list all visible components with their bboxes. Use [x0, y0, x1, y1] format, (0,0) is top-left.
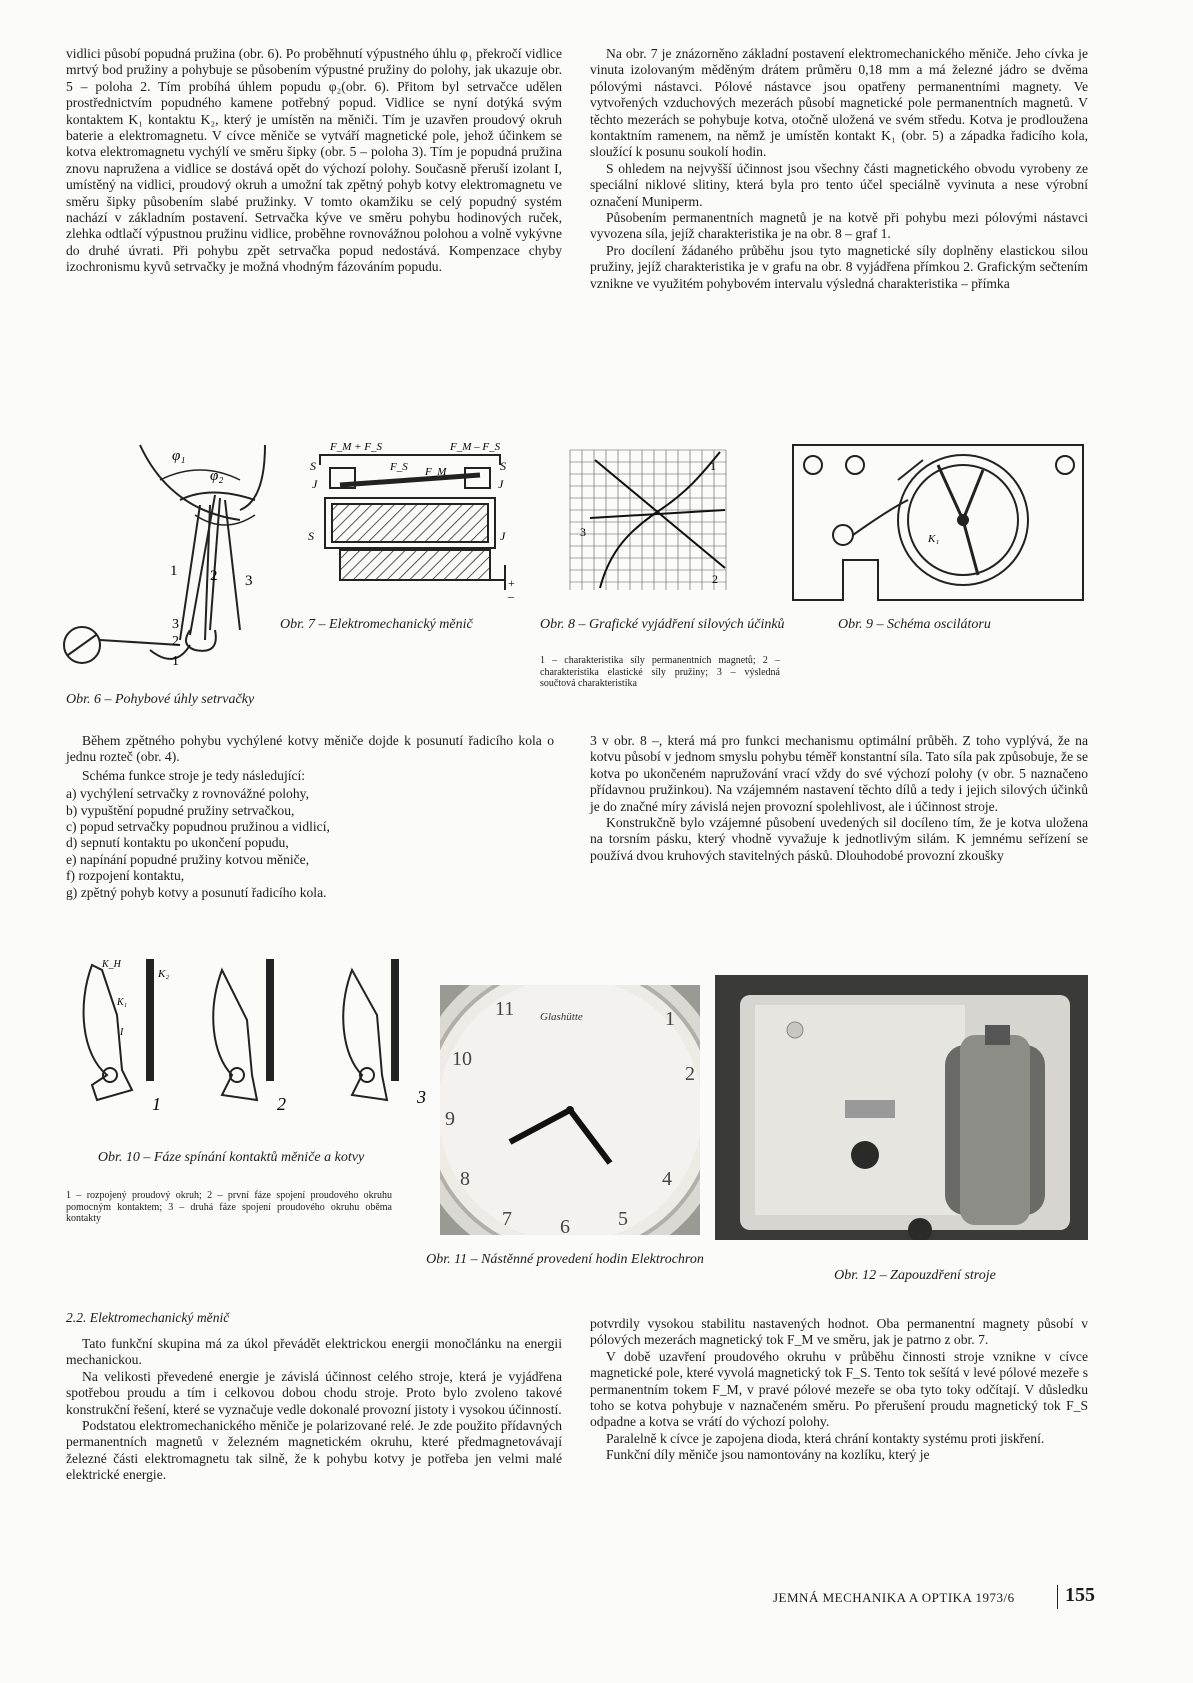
paragraph: S ohledem na nejvyšší účinnost jsou všechny části magnetického obvodu vyrobeny ze speciální niklové slitiny, která byla pro tento účel speciálně vyvinuta a nese výrobní označení Muniperm.	[590, 160, 1088, 209]
clock-numeral: 4	[662, 1168, 672, 1190]
paragraph: Během zpětného pohybu vychýlené kotvy měniče dojde k posunutí řadicího kola o jednu rozteč (obr. 4).	[66, 733, 554, 765]
paragraph: Konstrukčně bylo vzájemné působení uvedených sil docíleno tím, že je kotva uložena na torsním pásku, který vhodně vyvažuje k jednotlivým silám. K jemnému seřízení se používá dvou kruhových stavitelných pásků. Dlouhodobé provozní zkoušky	[590, 815, 1088, 863]
clock-numeral: 6	[560, 1216, 570, 1235]
fig12-caption: Obr. 12 – Zapouzdření stroje	[834, 1268, 996, 1283]
paragraph: Působením permanentních magnetů je na kotvě při pohybu mezi pólovými nástavci vyvozena síla, jejíž charakteristika je na obr. 8 – graf 1.	[590, 210, 1088, 242]
paragraph: Tato funkční skupina má za úkol převádět elektrickou energii monočlánku na energii mechanickou.	[66, 1336, 562, 1368]
fig8-caption: Obr. 8 – Grafické vyjádření silových účinků	[540, 617, 785, 632]
clock-numeral: 9	[445, 1108, 455, 1130]
fig7-label: J	[498, 477, 504, 491]
fig7-label: F_S	[390, 461, 408, 473]
paragraph: 3 v obr. 8 –, která má pro funkci mechanismu optimální průběh. Z toho vyplývá, že na kotvu působí v jednom smyslu pohybu téměř konstantní síla. Tato síla pak způsobuje, že se kotva po ukončeném napružování vrací vždy do své výchozí polohy (v obr. 5 naznačeno přídavnou pružinkou). Na vzájemném nastavení těchto dílů a tedy i jejich silových účinků je do značné míry závislá nejen provozní spolehlivost, ale i účinnost stroje.	[590, 733, 1088, 814]
fig10-label: 3	[417, 1087, 426, 1107]
figure-12-encapsulation-photo	[715, 975, 1088, 1240]
list-item: c) popud setrvačky popudnou pružinou a vidlicí,	[66, 819, 330, 835]
fig10-label: K₁	[117, 997, 128, 1008]
top-right-column	[590, 46, 1088, 292]
fig8-label: 1	[710, 459, 716, 473]
bottom-right-column	[590, 1316, 1088, 1464]
fig6-caption: Obr. 6 – Pohybové úhly setrvačky	[66, 692, 255, 707]
paragraph: Na obr. 7 je znázorněno základní postavení elektromechanického měniče. Jeho cívka je vinuta izolovaným měděným drátem průměru 0,18 mm a má železné jádro se dvěma pólovými nástavci. Pólové nástavce jsou opatřeny permanentními magnety. Ve vytvořených vzduchových mezerách působí magnetické pole permanentních magnetů. V těchto mezerách se pohybuje kotva, otočně uložená ve svém středu. Kotva je prodloužena kontaktním ramenem, na němž je umístěn kontakt K₁ (obr. 5) a západka řadicího kola, sloužící k posunu soukolí hodin.	[590, 46, 1088, 160]
clock-numeral: 5	[618, 1208, 628, 1230]
paragraph: Schéma funkce stroje je tedy následující:	[82, 767, 306, 783]
footer-divider	[1057, 1585, 1058, 1609]
fig7-label: F_M + F_S	[330, 441, 383, 453]
fig7-label: J	[500, 529, 506, 543]
clock-numeral: 8	[460, 1168, 470, 1190]
list-item: g) zpětný pohyb kotvy a posunutí řadicího kola.	[66, 884, 327, 900]
fig8-label: 2	[712, 572, 718, 586]
list-item: f) rozpojení kontaktu,	[66, 868, 185, 884]
fig6-label: φ₂	[210, 468, 224, 484]
fig8-label: 3	[580, 525, 586, 539]
fig7-label: S	[308, 529, 314, 543]
fig7-label: J	[312, 477, 318, 491]
paragraph: Paralelně k cívce je zapojena dioda, která chrání kontakty systému proti jiskření.	[606, 1430, 1045, 1446]
fig6-label: 1	[170, 563, 178, 579]
clock-numeral: 1	[665, 1008, 675, 1030]
fig7-label: F_M – F_S	[450, 441, 501, 453]
fig7-label: –	[508, 589, 514, 600]
section-heading: 2.2. Elektromechanický měnič	[66, 1310, 230, 1325]
fig8-note: 1 – charakteristika síly permanentních magnetů; 2 – charakteristika elastické síly pružiny; 3 – výsledná součtová charakteristika	[540, 655, 780, 689]
list-item: e) napínání popudné pružiny kotvou měniče,	[66, 851, 310, 867]
fig9-label: K₁	[928, 533, 940, 545]
figure-7-converter	[300, 440, 520, 600]
fig7-label: F_M	[425, 466, 447, 478]
fig7-caption: Obr. 7 – Elektromechanický měnič	[280, 617, 473, 632]
clock-numeral: 2	[685, 1063, 695, 1085]
fig10-label: 2	[277, 1094, 286, 1114]
clock-numeral: 10	[452, 1048, 472, 1070]
fig10-label: K_H	[102, 959, 121, 970]
fig11-caption: Obr. 11 – Nástěnné provedení hodin Elektrochron	[426, 1252, 704, 1267]
list-item: a) vychýlení setrvačky z rovnovážné polohy,	[66, 786, 309, 802]
machine-photo	[715, 975, 1088, 1240]
fig6-label: 3	[172, 617, 179, 632]
fig10-note: 1 – rozpojený proudový okruh; 2 – první fáze spojení proudového okruhu pomocným kontaktem; 3 – druhá fáze spojení proudového okruhu oběma kontakty	[66, 1190, 392, 1224]
fig7-label: +	[508, 576, 515, 590]
clock-face	[440, 985, 700, 1235]
figure-10-contact-phases	[62, 955, 442, 1120]
top-left-column	[66, 46, 562, 276]
paragraph: Pro docílení žádaného průběhu jsou tyto magnetické síly doplněny elastickou silou pružiny, jejíž charakteristika je v grafu na obr. 8 vyjádřena přímkou 2. Grafickým sečtením vznikne ve využitém pohybovém intervalu výsledná charakteristika – přímka	[590, 242, 1088, 291]
mid-right-column	[590, 733, 1088, 864]
fig10-caption: Obr. 10 – Fáze spínání kontaktů měniče a kotvy	[97, 1150, 365, 1165]
fig6-label: 1	[172, 654, 179, 669]
fig7-label: S	[500, 459, 506, 473]
fig6-label: 2	[172, 634, 179, 649]
figure-8-force-graph	[560, 440, 750, 600]
function-list	[66, 786, 554, 901]
paragraph: Funkční díly měniče jsou namontovány na kozlíku, který je	[606, 1447, 930, 1463]
figure-6-balance-angles	[60, 440, 280, 685]
clock-numeral: 7	[502, 1208, 512, 1230]
clock-numeral: 11	[495, 998, 515, 1020]
journal-footer: JEMNÁ MECHANIKA A OPTIKA 1973/6	[773, 1590, 1015, 1605]
figure-11-clock-photo	[440, 985, 700, 1235]
page-number: 155	[1065, 1584, 1095, 1606]
paragraph: Podstatou elektromechanického měniče je polarizované relé. Je zde použito přídavných permanentních magnetů v železném magnetickém okruhu, které předmagnetovávají železné části elektromagnetu tak silně, že k pohybu kotvy je potřeba jen velmi malé elektrické energie.	[66, 1418, 562, 1483]
fig6-label: 2	[210, 568, 218, 584]
figure-9-oscillator	[788, 440, 1088, 605]
paragraph: vidlici působí popudná pružina (obr. 6). Po proběhnutí výpustného úhlu φ₁ překročí vidlice mrtvý bod pružiny a pohybuje se působením výpustné pružiny do polohy, jak ukazuje obr. 5 – poloha 2. Tím probíhá úhlem popudu φ₂(obr. 6). Přitom byl setrvačce udělen prostřednictvím popudného kamene potřebný popud. Vidlice se nyní dotýká svým kontaktem K₁ kontaktu K₂, který je umístěn na měniči. Tím je uzavřen proudový okruh baterie a elektromagnetu. V cívce měniče se vytváří magnetické pole, jehož účinkem se kotva elektromagnetu vychýlí ve směru šipky (obr. 5 – poloha 3). Tím je popudná pružina znovu napružena a vidlice se dostává opět do výchozí polohy. Současně přeruší izolant I, umístěný na vidlici, proudový okruh a umožní tak zpětný pohyb kotvy elektromagnetu ve směru šipky působením slabé pružinky. V tomto okamžiku se celý popudný systém nachází v základním postavení. Setrvačka kýve ve směru pohybu hodinových ruček, zlehka odtlačí výpustnou pružinu vidlice, proběhne rovnovážnou polohou a volně vykývne do druhé úvrati. Při pohybu zpět setrvačka popud nedostává. Kompenzace chyby izochronismu kyvů setrvačky je možná vhodným fázováním popudu.	[66, 46, 562, 275]
fig9-caption: Obr. 9 – Schéma oscilátoru	[838, 617, 991, 632]
fig10-label: K₂	[158, 968, 170, 980]
paragraph: Na velikosti převedené energie je závislá účinnost celého stroje, která je vyjádřena spotřebou proudu a tím i celkovou dobou chodu stroje. Proto bylo zvoleno takové konstrukční řešení, které se vyznačuje vedle dokonalé provozní jistoty i vysokou účinností.	[66, 1368, 562, 1417]
fig7-label: S	[310, 459, 316, 473]
mid-left-column	[66, 733, 554, 901]
fig10-label: 1	[152, 1094, 161, 1114]
svg-text:Glashütte: Glashütte	[540, 1011, 583, 1023]
list-item: d) sepnutí kontaktu po ukončení popudu,	[66, 835, 289, 851]
fig6-label: 3	[245, 573, 253, 589]
fig10-label: I	[120, 1027, 124, 1038]
paragraph: V době uzavření proudového okruhu v průběhu činnosti stroje vznikne v cívce magnetické pole, které vyvolá magnetický tok F_S. Tento tok sešítá v levé pólové mezeře s permanentním tokem F_M, v pravé pólové mezeře se oba tyto toky odčítají. V důsledku toho se kotva pohybuje v naznačeném směru. Po přerušení proudu magnetický tok F_S odpadne a kotva se vrátí do výchozí polohy.	[590, 1348, 1088, 1430]
paragraph: potvrdily vysokou stabilitu nastavených hodnot. Oba permanentní magnety působí v pólových mezerách magnetický tok F_M ve směru, jak je patrno z obr. 7.	[590, 1316, 1088, 1348]
fig6-label: φ₁	[172, 448, 186, 464]
bottom-left-column	[66, 1336, 562, 1484]
list-item: b) vypuštění popudné pružiny setrvačkou,	[66, 802, 295, 818]
